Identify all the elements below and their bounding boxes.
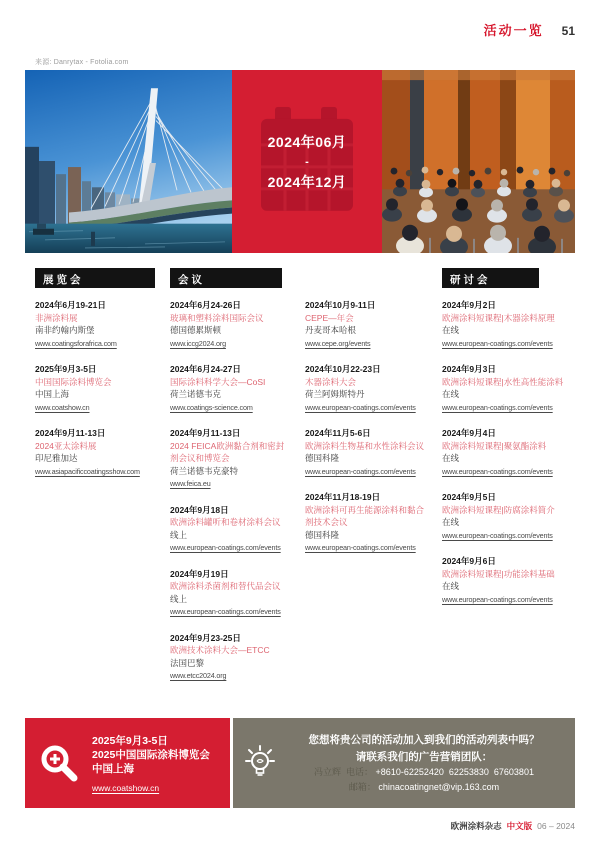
event-item [170, 504, 290, 555]
event-date: 2024年6月19-21日 [35, 300, 106, 310]
event-date: 2024年10月22-23日 [305, 364, 381, 374]
promo-text [92, 734, 210, 793]
page-number: 51 [561, 24, 575, 38]
bridge-photo-illustration [25, 70, 232, 253]
event-item [170, 568, 290, 619]
audience-photo [382, 70, 575, 253]
event-url-link[interactable]: www.coatings-science.com [170, 402, 253, 412]
contact-question: 您想将贵公司的活动加入到我们的活动列表中吗？ [308, 733, 540, 746]
contact-subtitle: 请联系我们的广告营销团队： [355, 750, 493, 763]
promo-location: 中国上海 [92, 762, 134, 775]
event-location: 在线 [442, 453, 460, 463]
event-item [170, 632, 290, 683]
event-title: 欧洲涂料生物基和水性涂料会议 [305, 440, 425, 451]
column-seminars [442, 268, 568, 696]
column-conferences-2 [305, 268, 427, 696]
page-footer [451, 820, 575, 832]
promo-date: 2025年9月3-5日 [92, 734, 168, 747]
event-location: 荷兰阿姆斯特丹 [305, 389, 365, 399]
date-range-block [232, 70, 382, 253]
date-range-end: 2024年12月 [267, 173, 347, 190]
date-range-separator: - [305, 155, 309, 168]
photo-credit: 来源: Danrytax - Fotolia.com [35, 59, 129, 66]
footer-edition: 中文版 [506, 821, 533, 831]
contact-block [233, 718, 575, 808]
column-spacer [305, 268, 427, 288]
event-location: 德国科隆 [305, 529, 340, 540]
contact-email-line [283, 780, 565, 795]
event-title: 欧洲涂料短课程|聚氨酯涂料 [442, 440, 547, 451]
event-date: 2024年9月23-25日 [170, 632, 241, 643]
event-title: 国际涂料科学大会—CoSI [170, 376, 266, 387]
event-location: 德国科隆 [305, 453, 340, 463]
event-item [170, 427, 290, 491]
event-date: 2024年9月5日 [442, 492, 496, 502]
event-item [305, 427, 427, 478]
event-location: 荷兰诺德韦克豪特 [170, 465, 239, 476]
event-url-link[interactable]: www.european-coatings.com/events [170, 607, 281, 616]
event-date: 2024年11月5-6日 [305, 428, 371, 438]
contact-phones: +8610-62252420 62253830 67603801 [375, 766, 534, 777]
page-title: 活动一览 [483, 23, 544, 38]
event-date: 2024年9月4日 [442, 428, 496, 438]
column-conferences-1 [170, 268, 290, 696]
event-date: 2024年9月18日 [170, 504, 229, 515]
event-location: 中国上海 [35, 389, 70, 399]
event-url-link[interactable]: www.european-coatings.com/events [170, 543, 281, 552]
event-item [305, 299, 427, 350]
event-date: 2024年9月6日 [442, 556, 496, 566]
event-date: 2024年11月18-19日 [305, 492, 381, 502]
event-title: 欧洲涂料杀菌剂和替代品会议 [170, 581, 281, 591]
event-location: 德国德累斯顿 [170, 325, 222, 335]
contact-email-label: 邮箱： [348, 781, 379, 792]
event-date: 2024年9月11-13日 [35, 428, 106, 438]
event-date: 2024年10月9-11日 [305, 300, 376, 310]
event-location: 荷兰诺德韦克 [170, 389, 222, 399]
contact-text [283, 732, 565, 795]
event-title: 中国国际涂料博览会 [35, 376, 112, 387]
column-exhibitions [35, 268, 155, 696]
contact-email[interactable]: chinacoatingnet@vip.163.com [378, 781, 500, 792]
event-date: 2024年9月11-13日 [170, 428, 241, 438]
event-item [305, 491, 427, 555]
event-title: 2024亚太涂料展 [35, 440, 97, 451]
event-location: 在线 [442, 389, 460, 399]
event-date: 2025年9月3-5日 [35, 364, 97, 374]
event-location: 在线 [442, 517, 460, 527]
event-item [35, 427, 155, 478]
event-title: 欧洲涂料罐听和卷材涂料会议 [170, 517, 281, 527]
promo-exhibition-block [25, 718, 230, 808]
promo-url-link[interactable]: www.coatshow.cn [92, 782, 160, 793]
bridge-photo [25, 70, 232, 253]
event-location: 印尼雅加达 [35, 453, 78, 463]
event-date: 2024年6月24-27日 [170, 364, 241, 374]
event-date: 2024年6月24-26日 [170, 300, 241, 310]
event-title: CEPE—年会 [305, 312, 354, 323]
event-url-link[interactable]: www.iccg2024.org [170, 338, 226, 348]
promo-strip [25, 718, 575, 808]
event-title: 非洲涂料展 [35, 312, 78, 323]
event-url-link[interactable]: www.coatingsforafrica.com [35, 338, 117, 348]
event-item [442, 427, 568, 478]
event-item [35, 299, 155, 350]
section-header-exhibitions: 展览会 [35, 268, 155, 288]
footer-brand: 欧洲涂料杂志 [450, 821, 502, 831]
event-item [442, 363, 568, 414]
event-date: 2024年9月2日 [442, 300, 496, 310]
event-location: 线上 [170, 593, 188, 604]
audience-photo-illustration [382, 70, 575, 253]
contact-phone-line [283, 765, 565, 780]
event-item [442, 299, 568, 350]
event-url-link[interactable]: www.european-coatings.com/events [305, 466, 416, 476]
event-location: 法国巴黎 [170, 657, 205, 668]
section-header-conferences: 会议 [170, 268, 282, 288]
event-item [442, 555, 568, 606]
event-title: 欧洲涂料可再生能源涂料和黏合剂技术会议 [305, 504, 425, 527]
event-title: 2024 FEICA欧洲黏合剂和密封剂会议和博览会 [170, 440, 285, 463]
event-location: 南非约翰内斯堡 [35, 325, 95, 335]
contact-name-label: 冯立辉 电话： [314, 766, 376, 777]
event-title: 欧洲涂料短课程|功能涂料基础 [442, 568, 555, 579]
event-url-link[interactable]: www.feica.eu [170, 479, 211, 488]
event-item [442, 491, 568, 542]
event-location: 线上 [170, 529, 188, 540]
event-url-link[interactable]: www.european-coatings.com/events [305, 543, 416, 552]
event-url-link[interactable]: www.european-coatings.com/events [442, 338, 553, 348]
event-title: 欧洲涂料短课程|防腐涂料简介 [442, 504, 555, 515]
event-title: 欧洲涂料短课程|木器涂料原理 [442, 312, 555, 323]
event-url-link[interactable]: www.etcc2024.org [170, 671, 227, 680]
promo-title: 2025中国国际涂料博览会 [92, 748, 210, 761]
event-url-link[interactable]: www.european-coatings.com/events [442, 466, 553, 476]
event-item [170, 299, 290, 350]
event-location: 在线 [442, 325, 460, 335]
section-header-seminars: 研讨会 [442, 268, 539, 288]
lightbulb-icon [243, 742, 277, 784]
event-item [305, 363, 427, 414]
event-title: 木器涂料大会 [305, 376, 357, 387]
event-date: 2024年9月19日 [170, 568, 229, 579]
zoom-in-icon [38, 742, 80, 784]
events-grid [35, 268, 568, 696]
event-item [170, 363, 290, 414]
event-url-link[interactable]: www.asiapacificcoatingsshow.com [35, 466, 140, 476]
footer-issue: 06 – 2024 [537, 821, 575, 831]
date-range-start: 2024年06月 [267, 133, 347, 150]
event-url-link[interactable]: www.european-coatings.com/events [442, 402, 553, 412]
event-date: 2024年9月3日 [442, 364, 496, 374]
page-header [484, 20, 575, 39]
banner [25, 70, 575, 253]
event-title: 欧洲技术涂料大会—ETCC [170, 645, 270, 655]
event-title: 玻璃和塑料涂料国际会议 [170, 312, 264, 323]
event-item [35, 363, 155, 414]
event-url-link[interactable]: www.cepe.org/events [305, 338, 371, 348]
event-url-link[interactable]: www.european-coatings.com/events [305, 402, 416, 412]
event-location: 在线 [442, 581, 460, 591]
event-url-link[interactable]: www.european-coatings.com/events [442, 594, 553, 604]
event-title: 欧洲涂料短课程|水性高性能涂料 [442, 376, 564, 387]
event-url-link[interactable]: www.coatshow.cn [35, 402, 90, 412]
event-location: 丹麦哥本哈根 [305, 325, 357, 335]
event-url-link[interactable]: www.european-coatings.com/events [442, 530, 553, 540]
